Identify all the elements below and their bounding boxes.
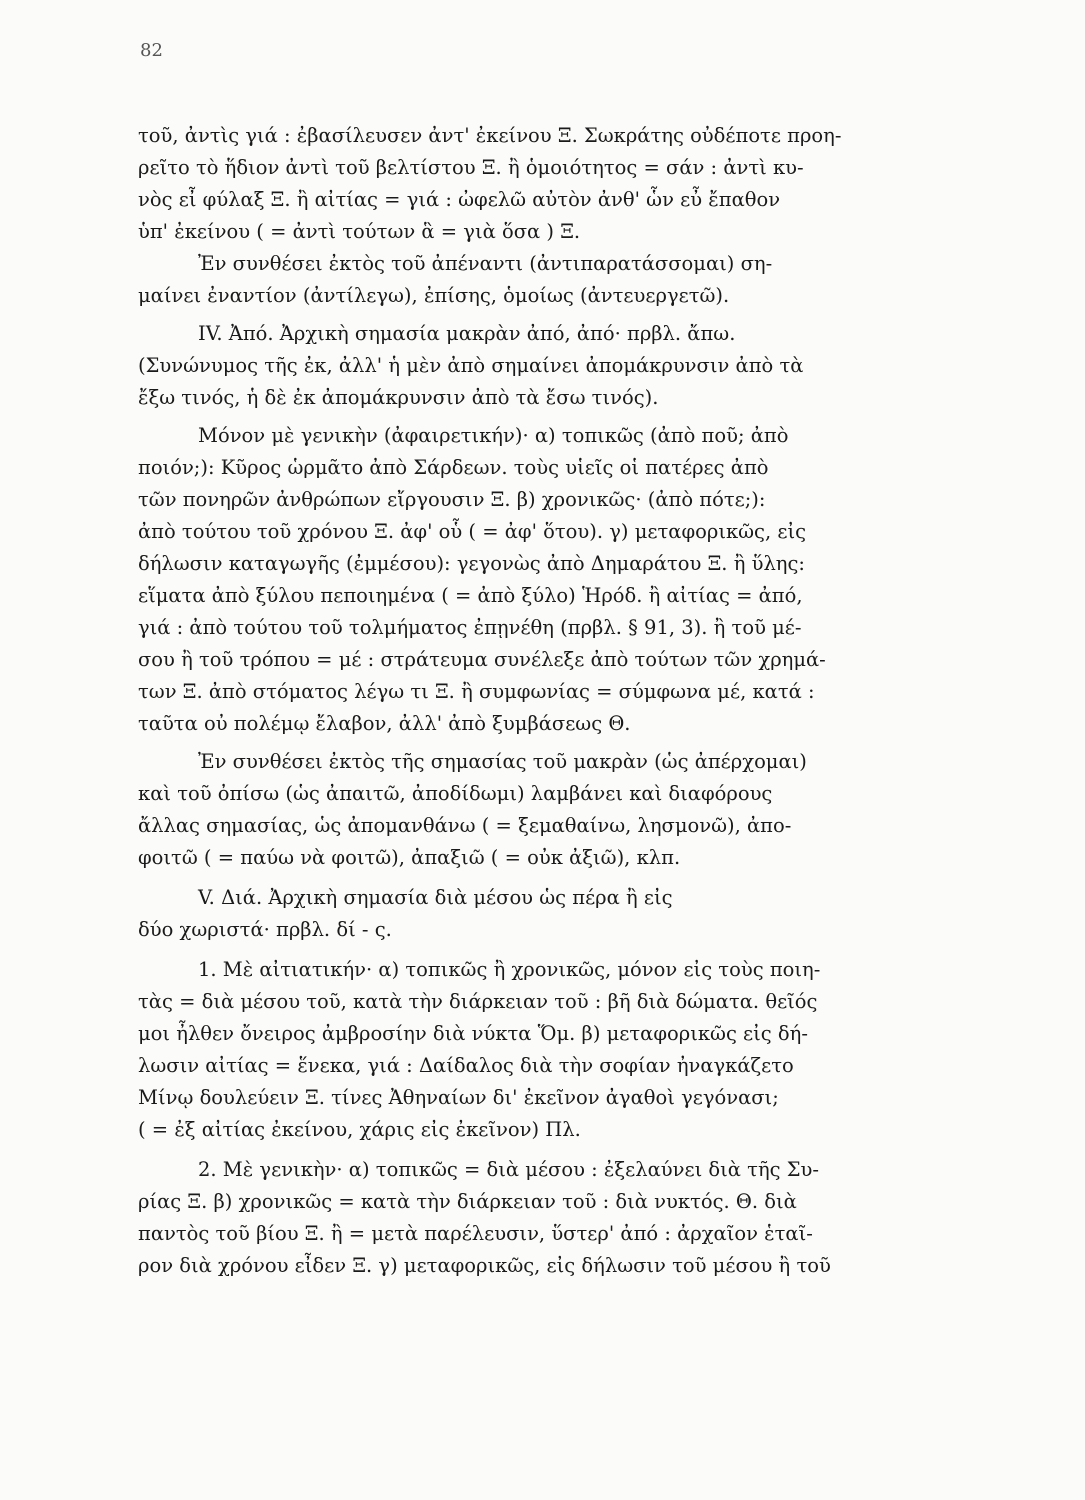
text-line: 1. Μὲ αἰτιατικήν· α) τοπικῶς ἢ χρονικῶς, μόνον εἰς τοὺς ποιη- bbox=[198, 958, 821, 981]
text-line: Ἐν συνθέσει ἐκτὸς τῆς σημασίας τοῦ μακρὰν (ὡς ἀπέρχομαι) bbox=[198, 750, 807, 773]
text-line: ρεῖτο τὸ ἥδιον ἀντὶ τοῦ βελτίστου Ξ. ἢ ὁμοιότητος = σάν : ἀντὶ κυ- bbox=[138, 156, 804, 179]
text-line: παντὸς τοῦ βίου Ξ. ἢ = μετὰ παρέλευσιν, ὕστερ' ἀπό : ἀρχαῖον ἑταῖ- bbox=[138, 1222, 813, 1245]
text-line: τὰς = διὰ μέσου τοῦ, κατὰ τὴν διάρκειαν τοῦ : βῆ διὰ δώματα. θεῖός bbox=[138, 990, 818, 1013]
text-line: Μόνον μὲ γενικὴν (ἀφαιρετικήν)· α) τοπικῶς (ἀπὸ ποῦ; ἀπὸ bbox=[198, 424, 789, 447]
text-line: μοι ἦλθεν ὄνειρος ἀμβροσίην διὰ νύκτα Ὅμ. β) μεταφορικῶς εἰς δή- bbox=[138, 1022, 808, 1045]
text-line: ρον διὰ χρόνου εἶδεν Ξ. γ) μεταφορικῶς, εἰς δήλωσιν τοῦ μέσου ἢ τοῦ bbox=[138, 1254, 831, 1277]
text-line: 2. Μὲ γενικὴν· α) τοπικῶς = διὰ μέσου : ἐξελαύνει διὰ τῆς Συ- bbox=[198, 1158, 819, 1181]
text-line: (Συνώνυμος τῆς ἐκ, ἀλλ' ἡ μὲν ἀπὸ σημαίνει ἀπομάκρυνσιν ἀπὸ τὰ bbox=[138, 354, 804, 377]
text-line: ( = ἐξ αἰτίας ἐκείνου, χάρις εἰς ἐκεῖνον) Πλ. bbox=[138, 1118, 581, 1141]
text-line: IV. Ἀπό. Ἀρχικὴ σημασία μακρὰν ἀπό, ἀπό· πρβλ. ἄπω. bbox=[198, 322, 736, 345]
text-line: Ἐν συνθέσει ἐκτὸς τοῦ ἀπέναντι (ἀντιπαρατάσσομαι) ση- bbox=[198, 252, 773, 275]
text-line: γιά : ἀπὸ τούτου τοῦ τολμήματος ἐπῃνέθη (πρβλ. § 91, 3). ἢ τοῦ μέ- bbox=[138, 616, 802, 639]
text-line: νὸς εἶ φύλαξ Ξ. ἢ αἰτίας = γιά : ὠφελῶ αὐτὸν ἀνθ' ὧν εὖ ἔπαθον bbox=[138, 188, 781, 211]
text-line: ἀπὸ τούτου τοῦ χρόνου Ξ. ἀφ' οὗ ( = ἀφ' ὅτου). γ) μεταφορικῶς, εἰς bbox=[138, 520, 807, 543]
text-line: τοῦ, ἀντὶς γιά : ἐβασίλευσεν ἀντ' ἐκείνου Ξ. Σωκράτης οὐδέποτε προη- bbox=[138, 124, 842, 147]
text-line: δύο χωριστά· πρβλ. δί - ς. bbox=[138, 918, 392, 941]
text-line: μαίνει ἐναντίον (ἀντίλεγω), ἐπίσης, ὁμοίως (ἀντευεργετῶ). bbox=[138, 284, 730, 307]
text-line: σου ἢ τοῦ τρόπου = μέ : στράτευμα συνέλεξε ἀπὸ τούτων τῶν χρημά- bbox=[138, 648, 826, 671]
text-line: φοιτῶ ( = παύω νὰ φοιτῶ), ἀπαξιῶ ( = οὐκ ἀξιῶ), κλπ. bbox=[138, 846, 681, 869]
text-line: ἄλλας σημασίας, ὡς ἀπομανθάνω ( = ξεμαθαίνω, λησμονῶ), ἀπο- bbox=[138, 814, 792, 837]
page-number: 82 bbox=[140, 40, 163, 61]
text-line: καὶ τοῦ ὀπίσω (ὡς ἀπαιτῶ, ἀποδίδωμι) λαμβάνει καὶ διαφόρους bbox=[138, 782, 773, 805]
text-line: ἔξω τινός, ἡ δὲ ἐκ ἀπομάκρυνσιν ἀπὸ τὰ ἔσω τινός). bbox=[138, 386, 659, 409]
text-line: ταῦτα οὐ πολέμῳ ἔλαβον, ἀλλ' ἀπὸ ξυμβάσεως Θ. bbox=[138, 712, 631, 735]
body-text bbox=[138, 120, 960, 1282]
text-line: τῶν πονηρῶν ἀνθρώπων εἴργουσιν Ξ. β) χρονικῶς· (ἀπὸ πότε;): bbox=[138, 488, 766, 511]
text-line: Μίνῳ δουλεύειν Ξ. τίνες Ἀθηναίων δι' ἐκεῖνον ἀγαθοὶ γεγόνασι; bbox=[138, 1086, 779, 1109]
text-line: ρίας Ξ. β) χρονικῶς = κατὰ τὴν διάρκειαν τοῦ : διὰ νυκτός. Θ. διὰ bbox=[138, 1190, 797, 1213]
text-line: ὑπ' ἐκείνου ( = ἀντὶ τούτων ἃ = γιὰ ὅσα ) Ξ. bbox=[138, 220, 581, 243]
text-line: δήλωσιν καταγωγῆς (ἐμμέσου): γεγονὼς ἀπὸ Δημαράτου Ξ. ἢ ὕλης: bbox=[138, 552, 805, 575]
text-line: ποιόν;): Κῦρος ὡρμᾶτο ἀπὸ Σάρδεων. τοὺς υἱεῖς οἱ πατέρες ἀπὸ bbox=[138, 456, 769, 479]
text-line: λωσιν αἰτίας = ἕνεκα, γιά : Δαίδαλος διὰ τὴν σοφίαν ἠναγκάζετο bbox=[138, 1054, 794, 1077]
text-line: εἵματα ἀπὸ ξύλου πεποιημένα ( = ἀπὸ ξύλο) Ἡρόδ. ἢ αἰτίας = ἀπό, bbox=[138, 584, 803, 607]
text-line: V. Διά. Ἀρχικὴ σημασία διὰ μέσου ὡς πέρα ἢ εἰς bbox=[198, 886, 673, 909]
text-line: των Ξ. ἀπὸ στόματος λέγω τι Ξ. ἢ συμφωνίας = σύμφωνα μέ, κατά : bbox=[138, 680, 815, 703]
